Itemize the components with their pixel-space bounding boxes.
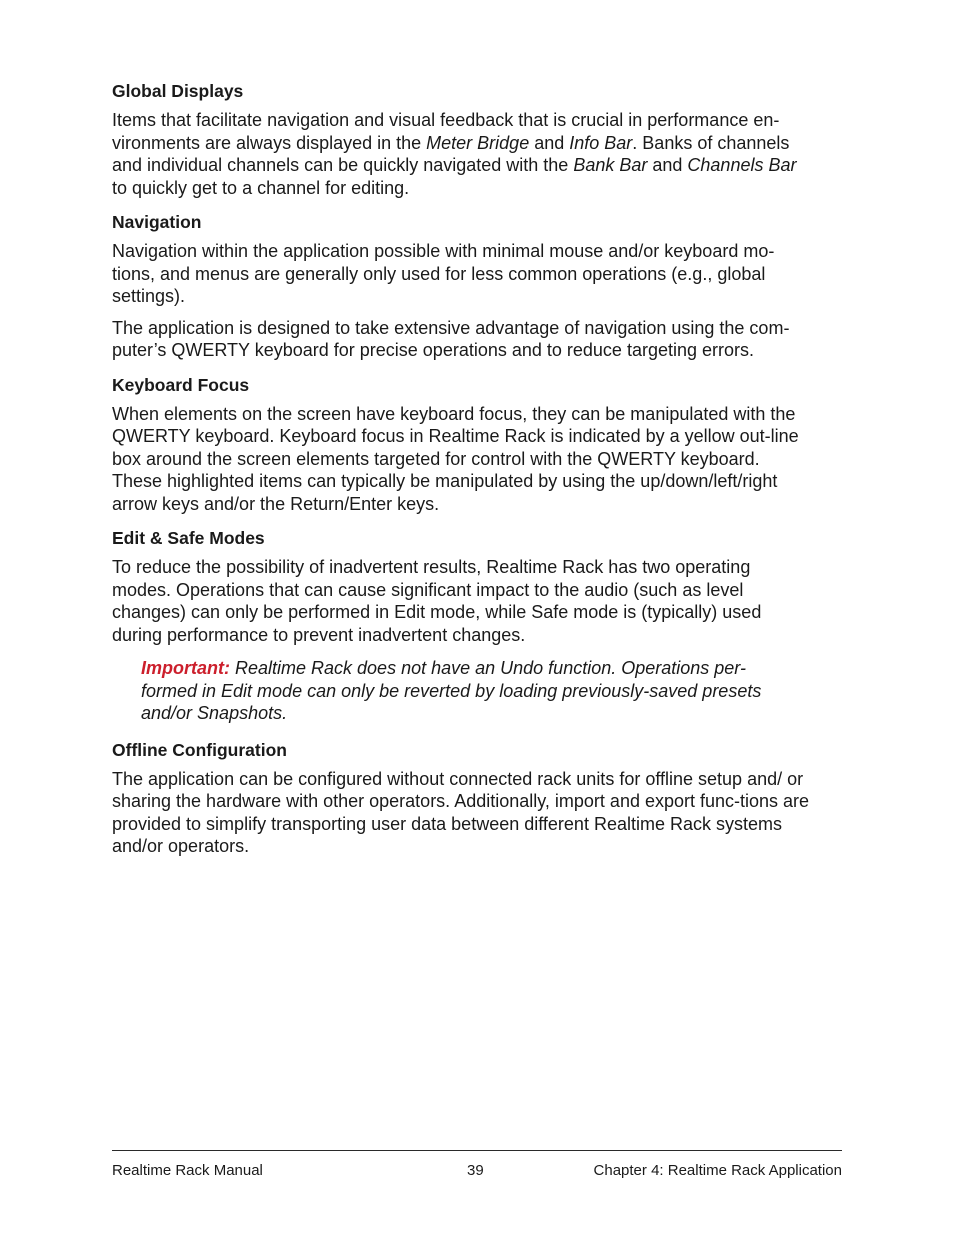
page-footer: [112, 1161, 842, 1183]
paragraph-keyboard-focus: When elements on the screen have keyboard focus, they can be manipulated with the QWERTY keyboard. Keyboard focus in Realtime Rack is indicated by a yellow out-line box around the screen elements targeted for control with the QWERTY keyboard. These highlighted items can typically be manipulated by using the up/down/left/right arrow keys and/or the Return/Enter keys.: [112, 403, 799, 514]
important-text: Realtime Rack does not have an Undo function. Operations per-formed in Edit mode can only be reverted by loading previously-saved presets and/or Snapshots.: [141, 658, 762, 723]
paragraph-edit-safe-modes: To reduce the possibility of inadvertent results, Realtime Rack has two operating modes. Operations that can cause significant impact to the audio (such as level changes) can only be performed in Edit mode, while Safe mode is (typically) used during performance to prevent inadvertent changes.: [112, 557, 762, 645]
page-content: [112, 78, 814, 867]
footer-chapter-title: Chapter 4: Realtime Rack Application: [593, 1162, 842, 1179]
paragraph-global-displays: [112, 109, 814, 199]
paragraph-offline-configuration: The application can be configured without connected rack units for offline setup and/ or sharing the hardware with other operators. Additionally, import and export func-tions are provided to simplify transporting user data between different Realtime Rack systems and/or operators.: [112, 768, 810, 856]
important-note: [141, 657, 791, 725]
paragraph-navigation-2: The application is designed to take extensive advantage of navigation using the com-puter’s QWERTY keyboard for precise operations and to reduce targeting errors.: [112, 317, 790, 360]
text-run: to quickly get to a channel for editing.: [112, 177, 410, 198]
term-channels-bar: Channels Bar: [687, 155, 797, 175]
footer-divider: [112, 1150, 842, 1151]
text-run: and: [647, 155, 688, 175]
term-info-bar: Info Bar: [569, 132, 633, 153]
footer-page-number: 39: [467, 1162, 484, 1179]
text-run: . Banks of channels and individual channels can be quickly navigated with the: [112, 132, 790, 175]
heading-keyboard-focus: Keyboard Focus: [112, 374, 250, 395]
term-bank-bar: Bank Bar: [573, 155, 648, 175]
heading-edit-safe-modes: Edit & Safe Modes: [112, 528, 265, 548]
term-meter-bridge: Meter Bridge: [426, 132, 530, 153]
important-label: Important:: [141, 658, 230, 678]
text-run: Items that facilitate navigation and visual feedback that is crucial in performance en-vironments are always displayed in the: [112, 110, 780, 153]
text-run: and: [529, 132, 570, 153]
paragraph-navigation-1: Navigation within the application possible with minimal mouse and/or keyboard mo-tions, and menus are generally only used for less common operations (e.g., global settings).: [112, 241, 775, 306]
footer-manual-title: Realtime Rack Manual: [112, 1162, 263, 1179]
heading-navigation: Navigation: [112, 212, 202, 232]
heading-offline-configuration: Offline Configuration: [112, 739, 287, 760]
heading-global-displays: Global Displays: [112, 81, 244, 101]
